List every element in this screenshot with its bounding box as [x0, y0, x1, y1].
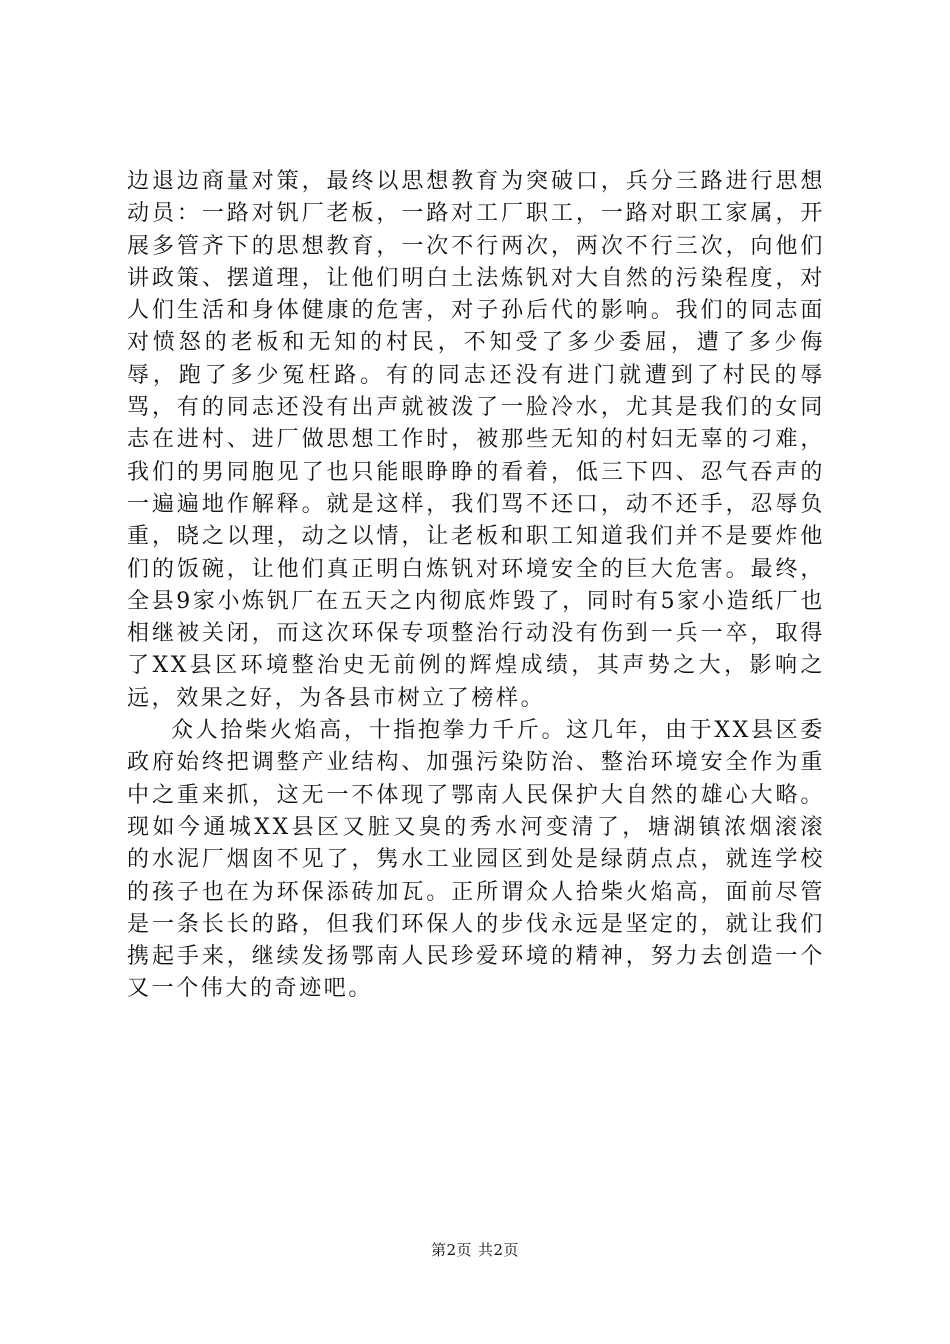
- page-number-current: 第2页: [430, 1241, 472, 1259]
- paragraph-conclusion: 众人拾柴火焰高，十指抱拳力千斤。这几年，由于XX县区委政府始终把调整产业结构、加强污染防治、整治环境安全作为重中之重来抓，这无一不体现了鄂南人民保护大自然的雄心大略。现如今通城XX县区又脏又臭的秀水河变清了，塘湖镇浓烟滚滚的水泥厂烟囱不见了，隽水工业园区到处是绿荫点点，就连学校的孩子也在为环保添砖加瓦。正所谓众人拾柴火焰高，面前尽管是一条长长的路，但我们环保人的步伐永远是坚定的，就让我们携起手来，继续发扬鄂南人民珍爱环境的精神，努力去创造一个又一个伟大的奇迹吧。: [127, 718, 825, 1002]
- page-footer: [0, 1240, 950, 1260]
- document-body: [127, 166, 825, 1006]
- page-number-total: 共2页: [478, 1241, 520, 1259]
- paragraph-continued: 边退边商量对策，最终以思想教育为突破口，兵分三路进行思想动员：一路对钒厂老板，一路对工厂职工，一路对职工家属，开展多管齐下的思想教育，一次不行两次，两次不行三次，向他们讲政策、摆道理，让他们明白土法炼钒对大自然的污染程度，对人们生活和身体健康的危害，对子孙后代的影响。我们的同志面对愤怒的老板和无知的村民，不知受了多少委屈，遭了多少侮辱，跑了多少冤枉路。有的同志还没有进门就遭到了村民的辱骂，有的同志还没有出声就被泼了一脸冷水，尤其是我们的女同志在进村、进厂做思想工作时，被那些无知的村妇无辜的刁难，我们的男同胞见了也只能眼睁睁的看着，低三下四、忍气吞声的一遍遍地作解释。就是这样，我们骂不还口，动不还手，忍辱负重，晓之以理，动之以情，让老板和职工知道我们并不是要炸他们的饭碗，让他们真正明白炼钒对环境安全的巨大危害。最终，全县9家小炼钒厂在五天之内彻底炸毁了，同时有5家小造纸厂也相继被关闭，而这次环保专项整治行动没有伤到一兵一卒，取得了XX县区环境整治史无前例的辉煌成绩，其声势之大，影响之远，效果之好，为各县市树立了榜样。: [127, 169, 825, 711]
